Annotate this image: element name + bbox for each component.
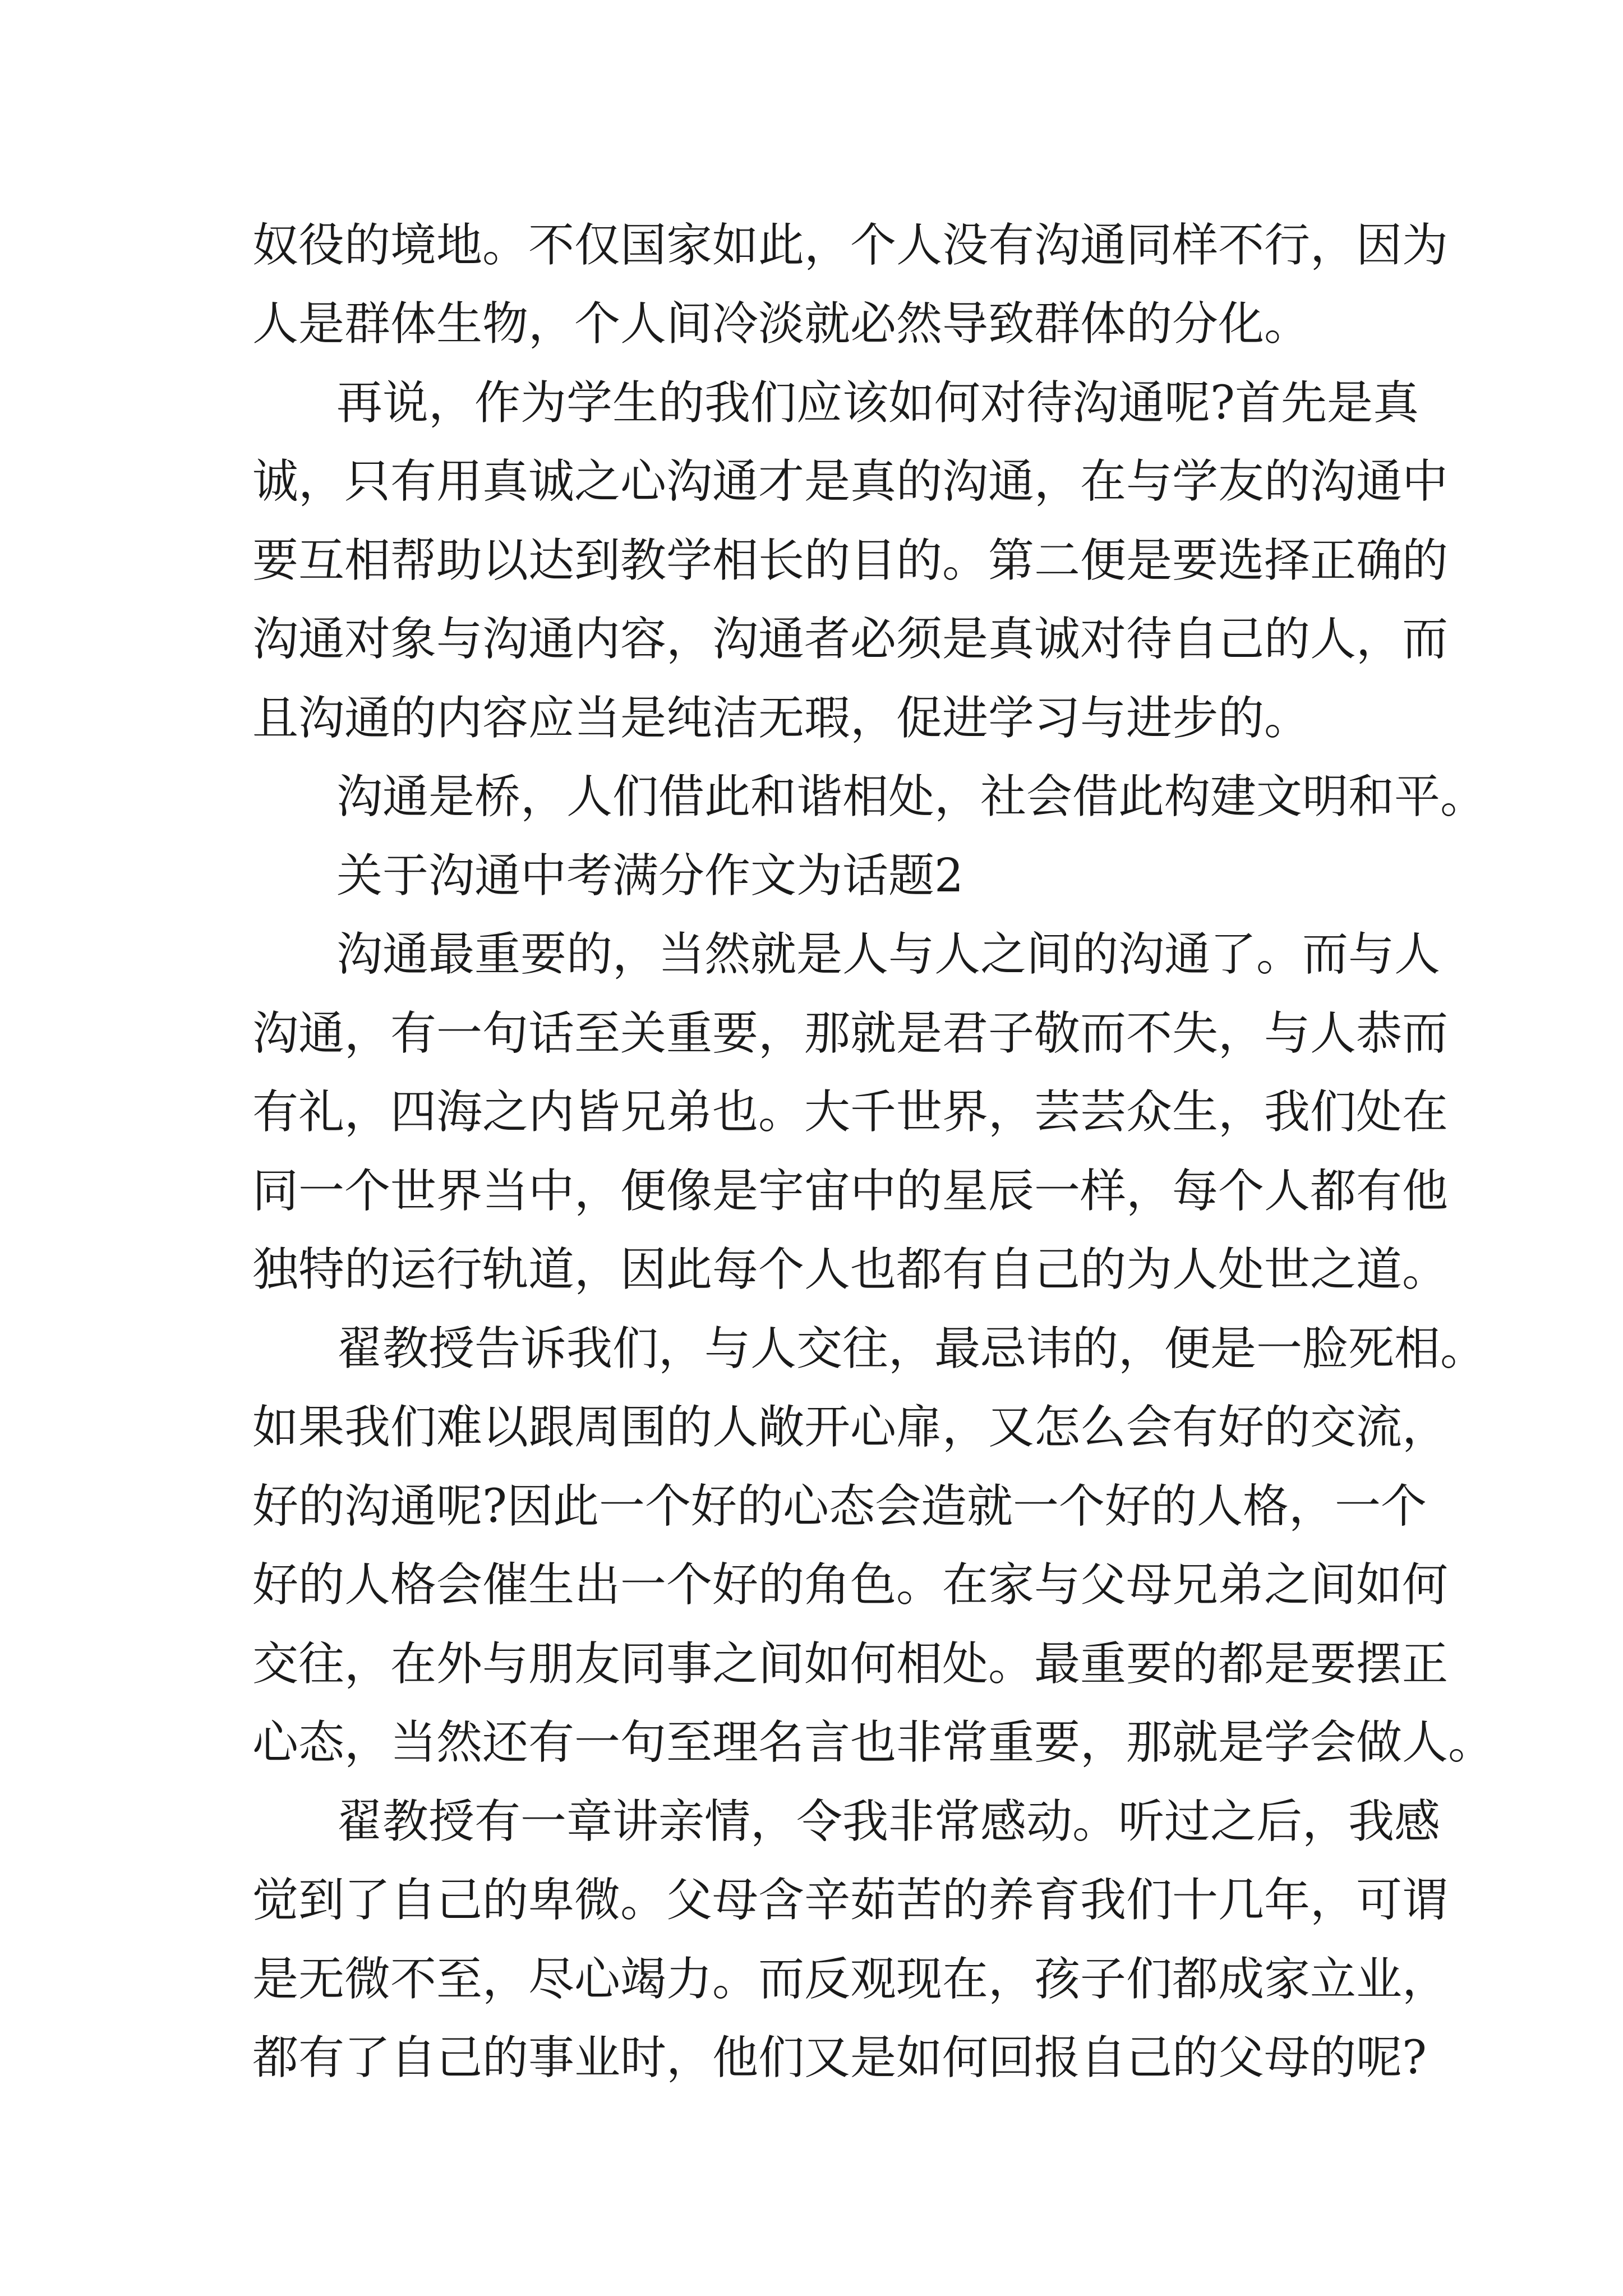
section-heading: 关于沟通中考满分作文为话题2 bbox=[336, 849, 964, 903]
text-line: 诚，只有用真诚之心沟通才是真的沟通，在与学友的沟通中 bbox=[252, 455, 1449, 508]
text-line: 奴役的境地。不仅国家如此，个人没有沟通同样不行，因为 bbox=[252, 219, 1449, 272]
text-line: 交往，在外与朋友同事之间如何相处。最重要的都是要摆正 bbox=[252, 1637, 1449, 1691]
text-line: 如果我们难以跟周围的人敞开心扉，又怎么会有好的交流， bbox=[252, 1401, 1449, 1454]
text-line: 沟通是桥，人们借此和谐相处，社会借此构建文明和平。 bbox=[336, 770, 1487, 823]
text-line: 要互相帮助以达到教学相长的目的。第二便是要选择正确的 bbox=[252, 534, 1449, 587]
text-line: 是无微不至，尽心竭力。而反观现在，孩子们都成家立业， bbox=[252, 1953, 1449, 2006]
text-line: 再说，作为学生的我们应该如何对待沟通呢?首先是真 bbox=[336, 376, 1419, 430]
text-line: 人是群体生物，个人间冷淡就必然导致群体的分化。 bbox=[252, 297, 1311, 351]
text-line: 同一个世界当中，便像是宇宙中的星辰一样，每个人都有他 bbox=[252, 1165, 1449, 1218]
text-line: 翟教授告诉我们，与人交往，最忌讳的，便是一脸死相。 bbox=[336, 1322, 1487, 1375]
text-line: 翟教授有一章讲亲情，令我非常感动。听过之后，我感 bbox=[336, 1795, 1441, 1848]
text-line: 且沟通的内容应当是纯洁无瑕，促进学习与进步的。 bbox=[252, 692, 1311, 745]
text-line: 沟通对象与沟通内容，沟通者必须是真诚对待自己的人，而 bbox=[252, 613, 1449, 666]
text-line: 都有了自己的事业时，他们又是如何回报自己的父母的呢? bbox=[252, 2031, 1427, 2085]
text-line: 沟通，有一句话至关重要，那就是君子敬而不失，与人恭而 bbox=[252, 1007, 1449, 1060]
text-line: 觉到了自己的卑微。父母含辛茹苦的养育我们十几年，可谓 bbox=[252, 1874, 1449, 1927]
text-line: 好的人格会催生出一个好的角色。在家与父母兄弟之间如何 bbox=[252, 1558, 1449, 1612]
text-line: 沟通最重要的，当然就是人与人之间的沟通了。而与人 bbox=[336, 928, 1441, 981]
text-line: 独特的运行轨道，因此每个人也都有自己的为人处世之道。 bbox=[252, 1243, 1449, 1296]
text-line: 好的沟通呢?因此一个好的心态会造就一个好的人格，一个 bbox=[252, 1480, 1427, 1533]
text-line: 心态，当然还有一句至理名言也非常重要，那就是学会做人。 bbox=[252, 1716, 1495, 1769]
text-line: 有礼，四海之内皆兄弟也。大千世界，芸芸众生，我们处在 bbox=[252, 1085, 1449, 1139]
